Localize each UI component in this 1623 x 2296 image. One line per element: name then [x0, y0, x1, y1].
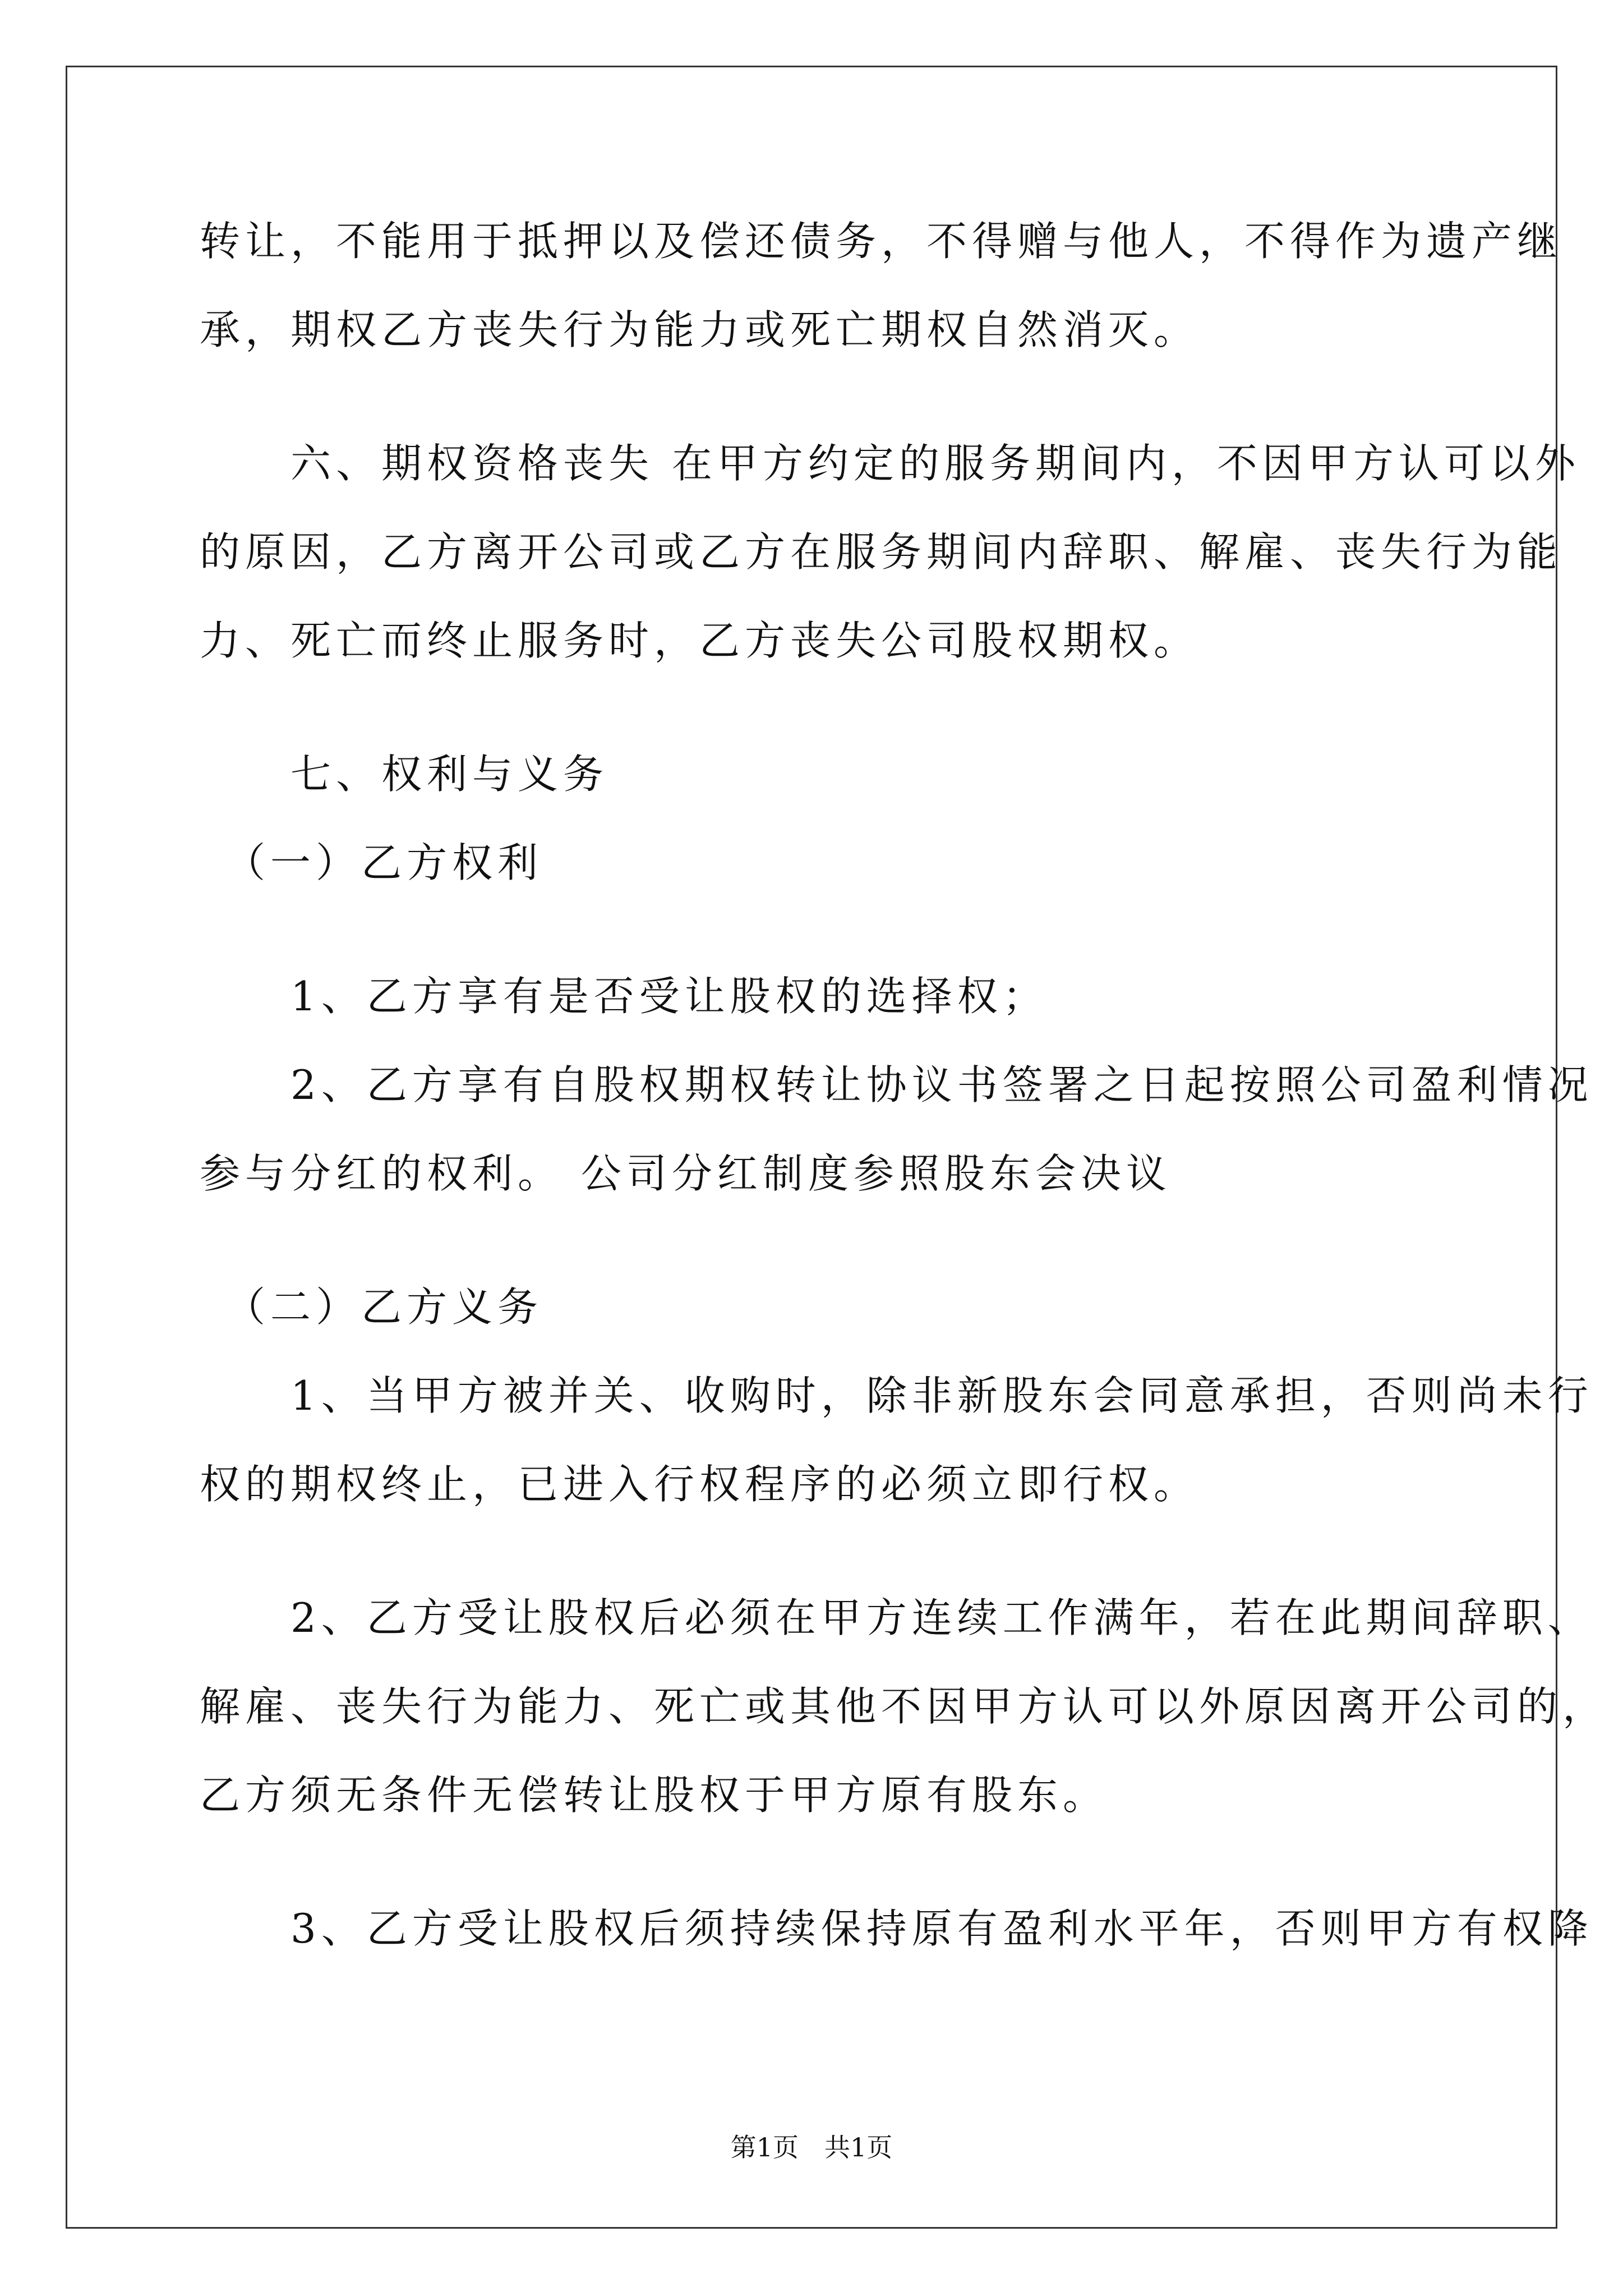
text-line: （二）乙方义务 — [200, 1283, 543, 1331]
text-line: 2、乙方受让股权后必须在甲方连续工作满年，若在此期间辞职、 — [200, 1594, 1593, 1641]
text-line: 六、期权资格丧失 在甲方约定的服务期间内，不因甲方认可以外 — [200, 440, 1580, 487]
text-line: 1、乙方享有是否受让股权的选择权； — [200, 973, 1048, 1020]
text-line: 2、乙方享有自股权期权转让协议书签署之日起按照公司盈利情况 — [200, 1061, 1593, 1108]
text-line: 权的期权终止，已进入行权程序的必须立即行权。 — [200, 1461, 1200, 1508]
text-line: （一）乙方权利 — [200, 839, 543, 886]
page-border — [66, 66, 1557, 2229]
text-line: 解雇、丧失行为能力、死亡或其他不因甲方认可以外原因离开公司的， — [200, 1683, 1608, 1730]
text-line: 1、当甲方被并关、收购时，除非新股东会同意承担，否则尚未行 — [200, 1372, 1593, 1419]
text-line: 承，期权乙方丧失行为能力或死亡期权自然消灭。 — [200, 306, 1200, 353]
page-number-footer: 第1页 共1页 — [730, 2132, 893, 2162]
text-line: 乙方须无条件无偿转让股权于甲方原有股东。 — [200, 1772, 1109, 1819]
text-line: 七、权利与义务 — [200, 751, 609, 798]
text-line: 力、死亡而终止服务时，乙方丧失公司股权期权。 — [200, 617, 1200, 664]
text-line: 转让，不能用于抵押以及偿还债务，不得赠与他人，不得作为遗产继 — [200, 218, 1563, 265]
text-line: 参与分红的权利。 公司分红制度参照股东会决议 — [200, 1150, 1172, 1197]
text-line: 的原因，乙方离开公司或乙方在服务期间内辞职、解雇、丧失行为能 — [200, 528, 1563, 576]
text-line: 3、乙方受让股权后须持续保持原有盈利水平年，否则甲方有权降 — [200, 1905, 1593, 1952]
